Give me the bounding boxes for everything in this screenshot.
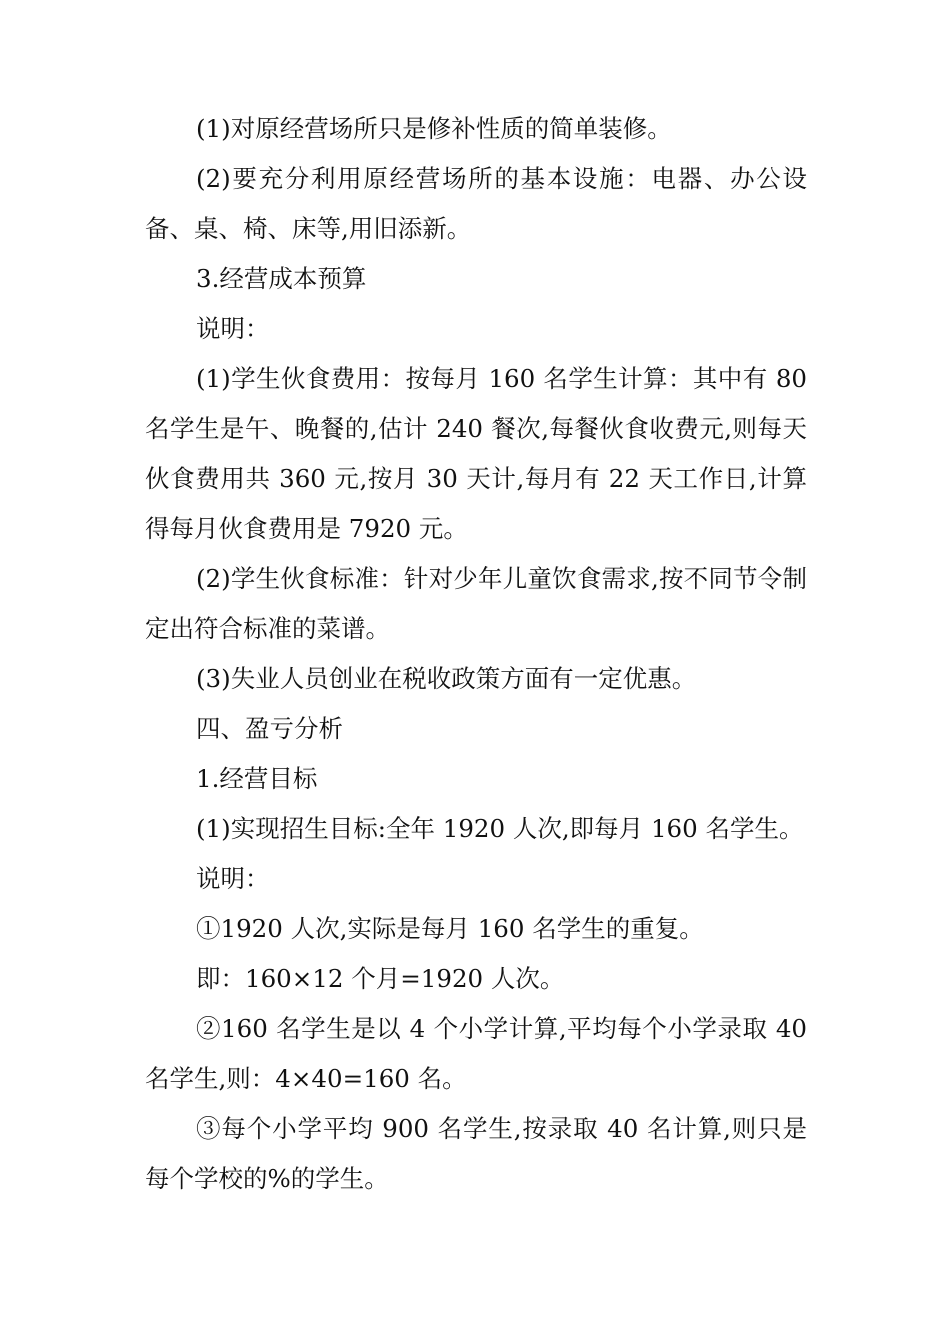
paragraph-calculation: 即：160×12 个月=1920 人次。 (196, 964, 565, 993)
paragraph-explanation-label: 说明： (196, 314, 270, 343)
paragraph-meal-cost: (1)学生伙食费用：按每月 160 名学生计算：其中有 80 名学生是午、晚餐的,估计 240 餐次,每餐伙食收费元,则每天伙食费用共 360 元,按月 30 天计,每月有 22 天工作日,计算得每月伙食费用是 7920 元。 (145, 364, 807, 543)
document-body (145, 104, 807, 1204)
section-heading-profit-analysis: 四、盈亏分析 (196, 714, 343, 743)
paragraph-enrollment-target: (1)实现招生目标:全年 1920 人次,即每月 160 名学生。 (196, 814, 804, 843)
paragraph-meal-standard: (2)学生伙食标准：针对少年儿童饮食需求,按不同节令制定出符合标准的菜谱。 (145, 564, 807, 643)
paragraph-renovation-note-2: (2)要充分利用原经营场所的基本设施：电器、办公设备、桌、椅、床等,用旧添新。 (145, 164, 807, 243)
paragraph-note-1: ①1920 人次,实际是每月 160 名学生的重复。 (196, 914, 704, 943)
paragraph-note-3: ③每个小学平均 900 名学生,按录取 40 名计算,则只是每个学校的%的学生。 (145, 1114, 807, 1193)
paragraph-tax-policy: (3)失业人员创业在税收政策方面有一定优惠。 (196, 664, 697, 693)
paragraph-explanation-label-2: 说明： (196, 864, 270, 893)
paragraph-renovation-note-1: (1)对原经营场所只是修补性质的简单装修。 (196, 114, 672, 143)
section-heading-business-target: 1.经营目标 (196, 764, 318, 793)
paragraph-note-2: ②160 名学生是以 4 个小学计算,平均每个小学录取 40 名学生,则：4×40=160 名。 (145, 1014, 807, 1093)
section-heading-cost-budget: 3.经营成本预算 (196, 264, 367, 293)
